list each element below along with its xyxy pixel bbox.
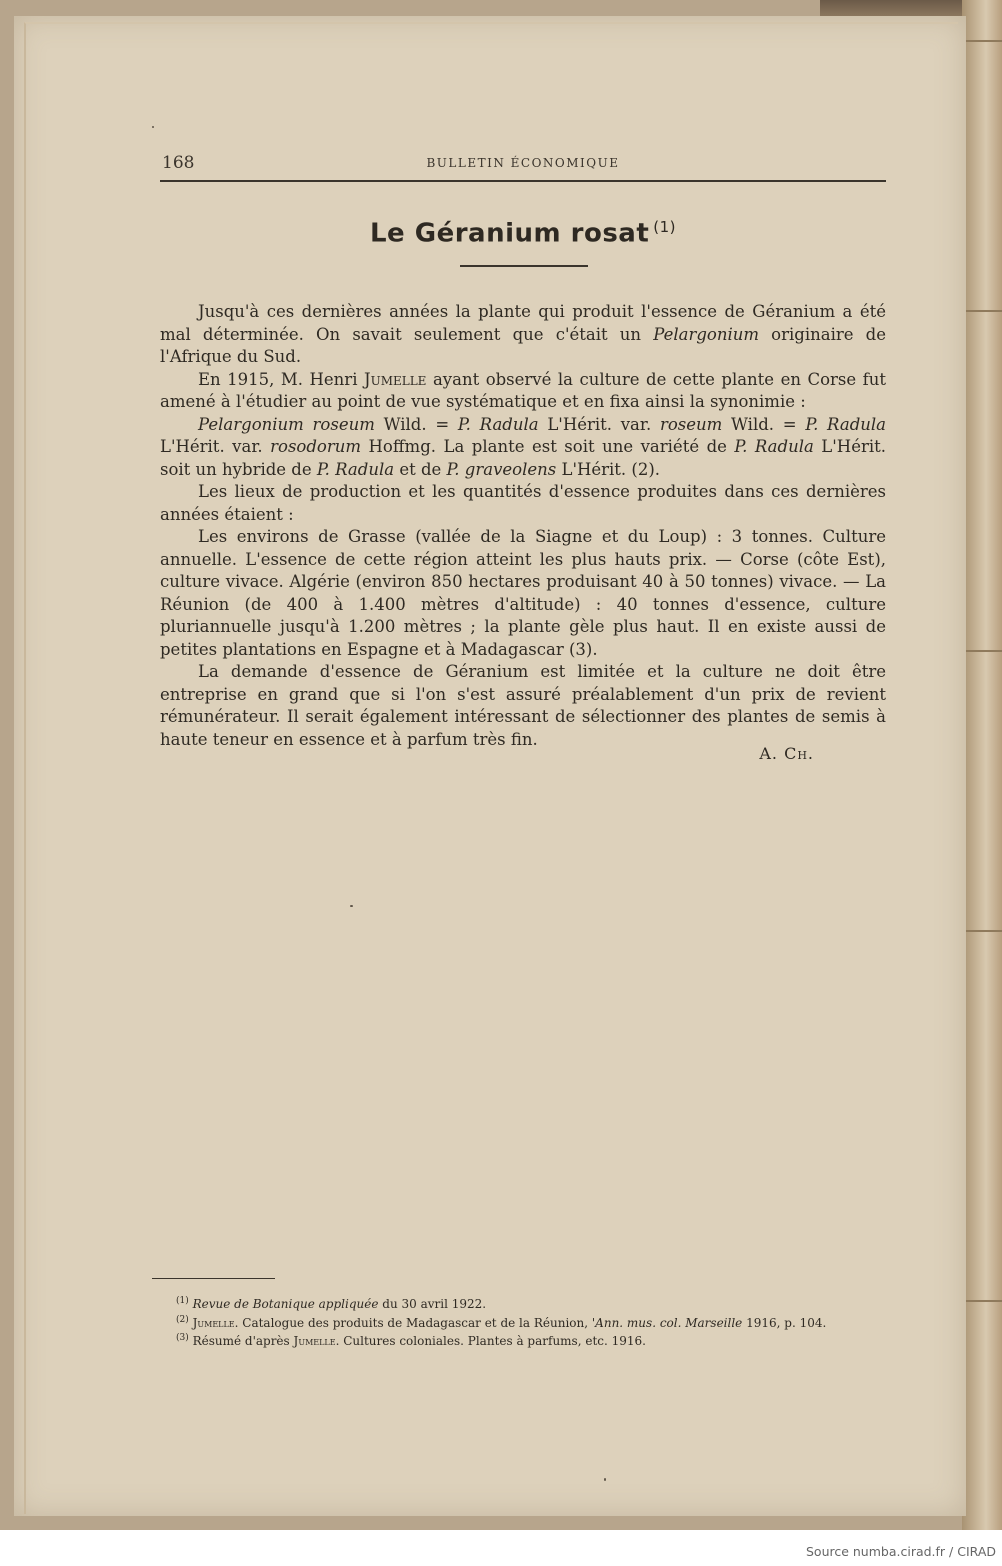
footnote-1: $^{(1)}$ Revue de Botanique appliquée du 30 avril 1922. [176,1296,487,1311]
paragraph-1: Jusqu'à ces dernières années la plante qui produit l'essence de Géranium a été mal déterminée. On savait seulement que c'était un Pelargonium originaire de l'Afrique du Sud. [160,302,886,366]
footnotes [160,1294,882,1350]
footnote-3: $^{(3)}$ Résumé d'après Jumelle. Cultures coloniales. Plantes à parfums, etc. 1916. [176,1333,646,1348]
author-signature: A. Ch. [759,744,814,763]
running-head [160,153,886,175]
paper-speck [152,126,154,128]
article-title [160,218,886,249]
title-footnote-ref: (1) [653,218,677,236]
paragraph-3-synonymy: Pelargonium roseum Wild. = P. Radula L'Hérit. var. roseum Wild. = P. Radula L'Hérit. var. rosodorum Hoffmg. La plante est soit une variété de P. Radula L'Hérit. soit un hybride de P. Radula et de P. graveolens L'Hérit. (2). [160,414,887,479]
source-credit: Source numba.cirad.fr / CIRAD [805,1544,996,1559]
page-number: 168 [162,153,195,173]
article-body [160,301,886,751]
paper-speck [604,1478,606,1481]
paper-speck [350,905,353,907]
footnote-2: $^{(2)}$ Jumelle. Catalogue des produits de Madagascar et de la Réunion, 'Ann. mus. col. Marseille 1916, p. 104. [176,1314,827,1330]
paragraph-5: Les environs de Grasse (vallée de la Siagne et du Loup) : 3 tonnes. Culture annuelle. L'essence de cette région atteint les plus hauts prix. — Corse (côte Est), culture vivace. Algérie (environ 850 hectares produisant 40 à 50 tonnes) vivace. — La Réunion (de 400 à 1.400 mètres d'altitude) : 40 tonnes d'essence, culture pluriannuelle jusqu'à 1.200 mètres ; la plante gèle plus haut. Il en existe aussi de petites plantations en Espagne et à Madagascar (3). [160,527,886,659]
title-rule [460,265,588,267]
footnote-rule [152,1278,275,1279]
paragraph-4: Les lieux de production et les quantités d'essence produites dans ces dernières années étaient : [160,482,886,524]
paragraph-6: La demande d'essence de Géranium est limitée et la culture ne doit être entreprise en grand que si l'on s'est assuré préalablement d'un prix de revient rémunérateur. Il serait également intéressant de sélectionner des plantes de semis à haute teneur en essence et à parfum très fin. [160,662,886,749]
header-rule [160,180,886,182]
paragraph-2: En 1915, M. Henri Jumelle ayant observé la culture de cette plante en Corse fut amené à l'étudier au point de vue systématique et en fixa ainsi la synonimie : [160,369,886,411]
article-title-text: Le Géranium rosat [369,218,650,249]
journal-name: BULLETIN ÉCONOMIQUE [426,156,620,170]
book-page-edges [962,0,1002,1530]
